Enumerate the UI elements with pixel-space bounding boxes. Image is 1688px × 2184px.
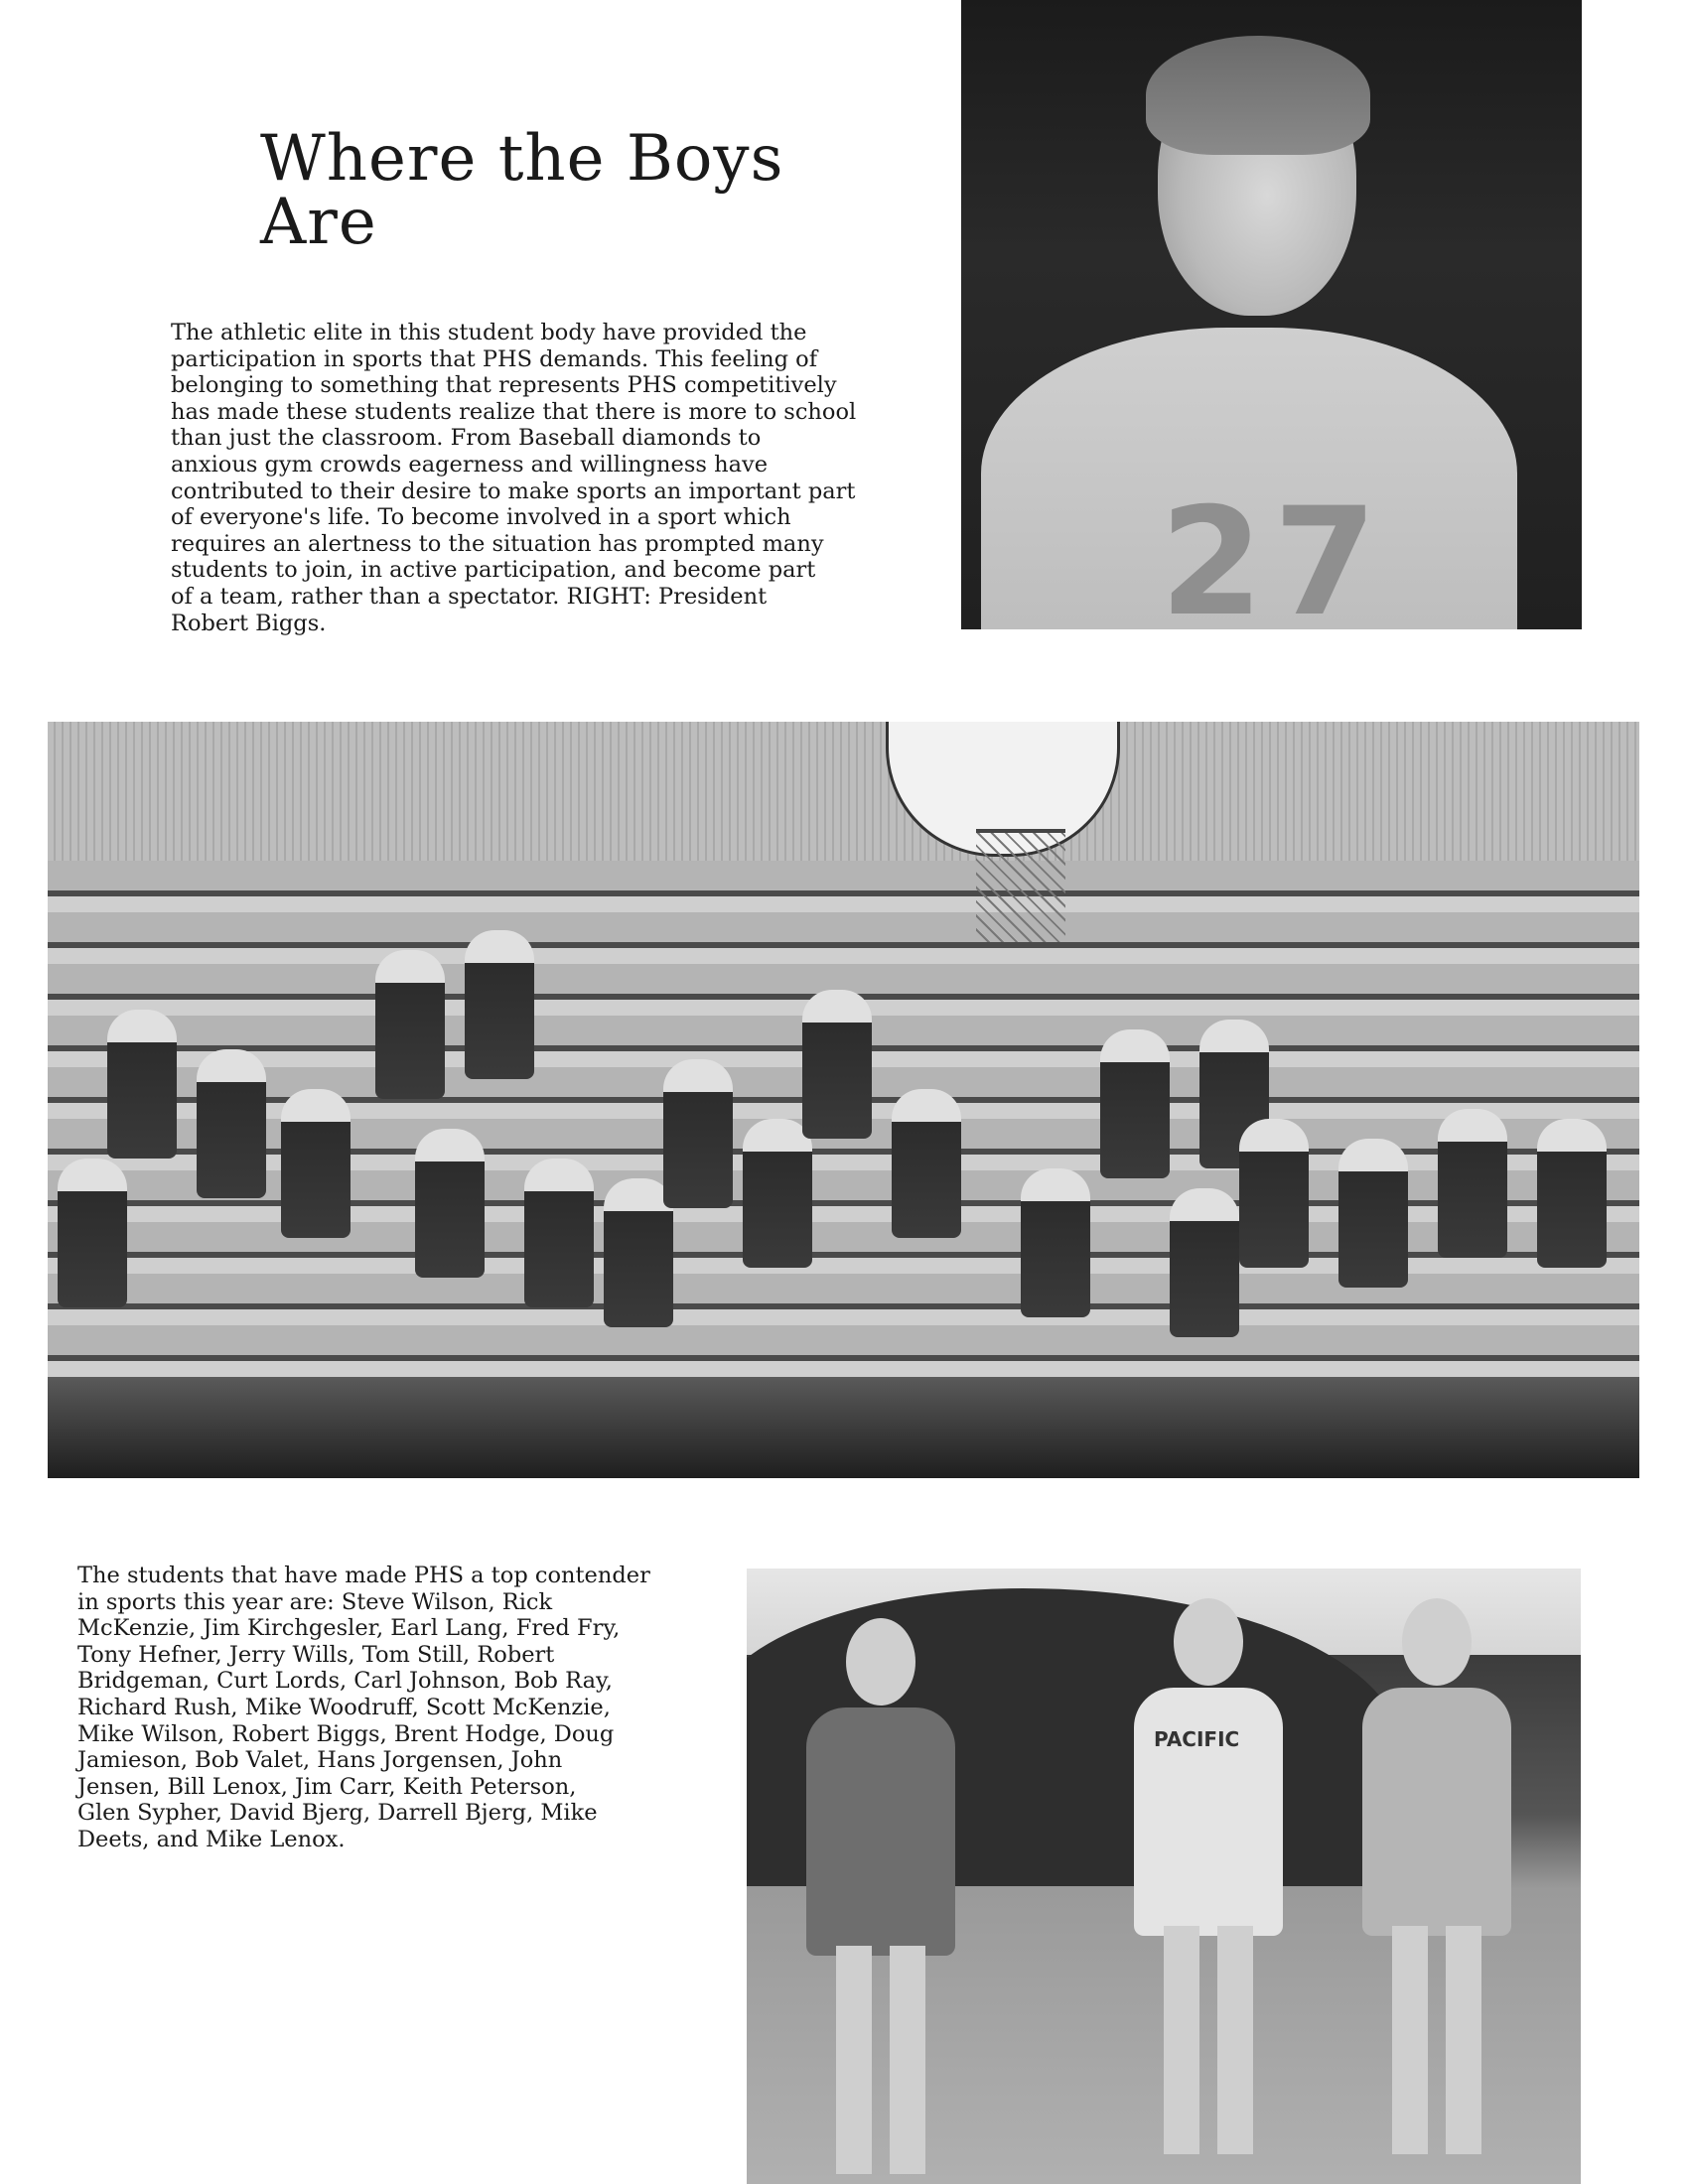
portrait-hair <box>1146 36 1370 155</box>
seated-student <box>1021 1168 1090 1317</box>
seated-student <box>465 930 534 1079</box>
roster-line: Jamieson, Bob Valet, Hans Jorgensen, John <box>77 1747 563 1774</box>
seated-student <box>892 1089 961 1238</box>
page-title: Where the Boys Are <box>260 122 784 259</box>
intro-line: of a team, rather than a spectator. RIGHT: President <box>171 583 768 610</box>
runner-legs <box>1392 1926 1481 2154</box>
gym-wall <box>48 722 1639 861</box>
intro-paragraph <box>171 320 906 636</box>
seated-student <box>415 1129 485 1278</box>
seated-student <box>1537 1119 1607 1268</box>
roster-line: Tony Hefner, Jerry Wills, Tom Still, Robert <box>77 1641 555 1668</box>
seated-student <box>197 1049 266 1198</box>
roster-line: McKenzie, Jim Kirchgesler, Earl Lang, Fred Fry, <box>77 1615 621 1642</box>
runner-legs <box>836 1946 925 2174</box>
intro-line: requires an alertness to the situation has prompted many <box>171 530 824 557</box>
roster-paragraph <box>77 1563 713 1853</box>
seated-student <box>1100 1029 1170 1178</box>
roster-line: The students that have made PHS a top contender <box>77 1563 650 1588</box>
runner-legs <box>1164 1926 1253 2154</box>
roster-line: Bridgeman, Curt Lords, Carl Johnson, Bob Ray, <box>77 1668 613 1695</box>
runner-shirtless <box>1362 1598 1511 2154</box>
intro-line: than just the classroom. From Baseball diamonds to <box>171 425 762 452</box>
seated-student <box>802 990 872 1139</box>
runner-head <box>1174 1598 1243 1686</box>
intro-line: belonging to something that represents PHS competitively <box>171 372 837 399</box>
seated-student <box>1338 1139 1408 1288</box>
roster-line: in sports this year are: Steve Wilson, Rick <box>77 1588 553 1615</box>
intro-line: participation in sports that PHS demands. This feeling of <box>171 345 818 372</box>
runner-torso <box>1362 1688 1511 1936</box>
runner-shirt <box>1134 1688 1283 1936</box>
portrait-jersey-number: 27 <box>1160 477 1387 629</box>
seated-student <box>663 1059 733 1208</box>
seated-students-group <box>48 861 1639 1377</box>
intro-line: anxious gym crowds eagerness and willingness have <box>171 451 769 478</box>
intro-line: has made these students realize that there is more to school <box>171 398 857 425</box>
intro-line: students to join, in active participation, and become part <box>171 557 816 584</box>
runners-photo <box>747 1569 1581 2184</box>
runner-sweatshirt <box>806 1707 955 1956</box>
runner-head <box>846 1618 915 1706</box>
seated-student <box>1239 1119 1309 1268</box>
seated-student <box>1438 1109 1507 1258</box>
intro-line: contributed to their desire to make sports an important part <box>171 478 856 504</box>
intro-line: The athletic elite in this student body have provided the <box>171 320 807 345</box>
seated-student <box>58 1159 127 1307</box>
intro-line: Robert Biggs. <box>171 610 327 636</box>
gym-floor <box>48 1377 1639 1478</box>
runner-head <box>1402 1598 1472 1686</box>
team-bleachers-photo <box>48 722 1639 1478</box>
president-portrait-photo <box>961 0 1582 629</box>
seated-student <box>743 1119 812 1268</box>
seated-student <box>1170 1188 1239 1337</box>
roster-line: Jensen, Bill Lenox, Jim Carr, Keith Peterson, <box>77 1773 577 1800</box>
seated-student <box>375 950 445 1099</box>
seated-student <box>281 1089 351 1238</box>
roster-line: Richard Rush, Mike Woodruff, Scott McKenzie, <box>77 1694 611 1720</box>
roster-line: Glen Sypher, David Bjerg, Darrell Bjerg, Mike <box>77 1800 598 1827</box>
roster-line: Mike Wilson, Robert Biggs, Brent Hodge, Doug <box>77 1720 615 1747</box>
runner-shirt-text: PACIFIC <box>1154 1727 1240 1751</box>
seated-student <box>107 1010 177 1159</box>
roster-line: Deets, and Mike Lenox. <box>77 1826 346 1852</box>
runner-tshirt <box>1134 1598 1283 2154</box>
intro-line: of everyone's life. To become involved in a sport which <box>171 504 791 531</box>
seated-student <box>524 1159 594 1307</box>
runner-hoodie <box>806 1618 955 2174</box>
